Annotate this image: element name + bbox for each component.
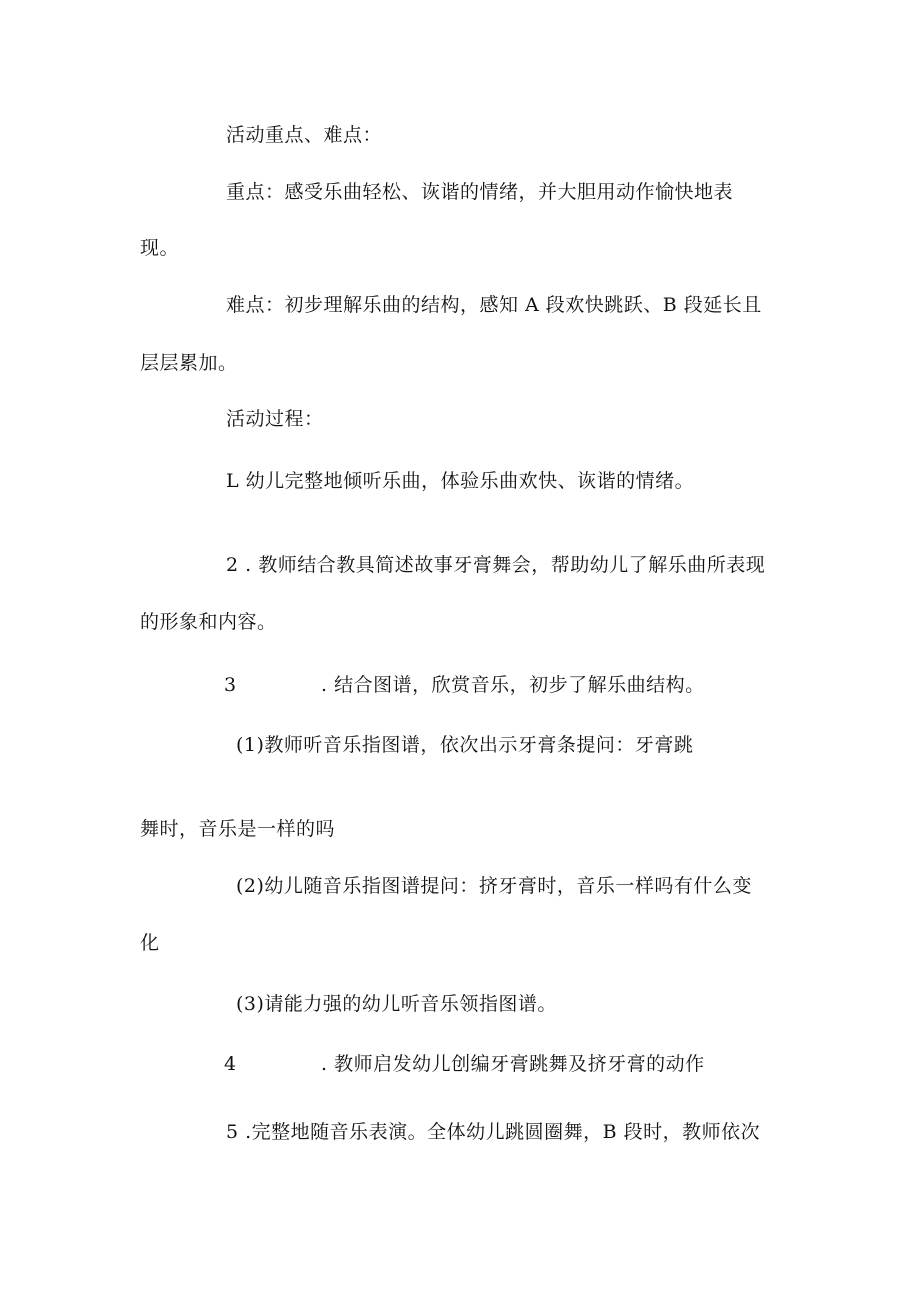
heading-process: 活动过程： <box>226 408 324 430</box>
sub-item-3: (3)请能力强的幼儿听音乐领指图谱。 <box>236 993 557 1015</box>
sub-item-1-line-1: (1)教师听音乐指图谱，依次出示牙膏条提问：牙膏跳 <box>236 734 694 756</box>
key-point-line-2: 现。 <box>140 237 180 259</box>
step-4-text: . 教师启发幼儿创编牙膏跳舞及挤牙膏的动作 <box>321 1053 705 1075</box>
step-1: L 幼儿完整地倾听乐曲，体验乐曲欢快、诙谐的情绪。 <box>226 470 695 492</box>
step-3-number: 3 <box>224 674 237 696</box>
difficulty-line-2: 层层累加。 <box>140 352 238 374</box>
sub-item-2-line-1: (2)幼儿随音乐指图谱提问：挤牙膏时，音乐一样吗有什么变 <box>236 875 752 897</box>
sub-item-2-line-2: 化 <box>140 932 160 954</box>
sub-item-1-line-2: 舞时，音乐是一样的吗 <box>140 818 336 840</box>
heading-key-points: 活动重点、难点： <box>226 124 383 146</box>
step-2-line-1: 2 . 教师结合教具简述故事牙膏舞会，帮助幼儿了解乐曲所表现 <box>226 554 766 576</box>
step-5: 5 .完整地随音乐表演。全体幼儿跳圆圈舞，B 段时，教师依次 <box>226 1121 761 1143</box>
key-point-line-1: 重点：感受乐曲轻松、诙谐的情绪，并大胆用动作愉快地表 <box>226 181 734 203</box>
step-3-text: . 结合图谱，欣赏音乐，初步了解乐曲结构。 <box>321 674 705 696</box>
difficulty-line-1: 难点：初步理解乐曲的结构，感知 A 段欢快跳跃、B 段延长且 <box>226 294 762 316</box>
step-2-line-2: 的形象和内容。 <box>140 611 277 633</box>
step-4-number: 4 <box>224 1053 237 1075</box>
